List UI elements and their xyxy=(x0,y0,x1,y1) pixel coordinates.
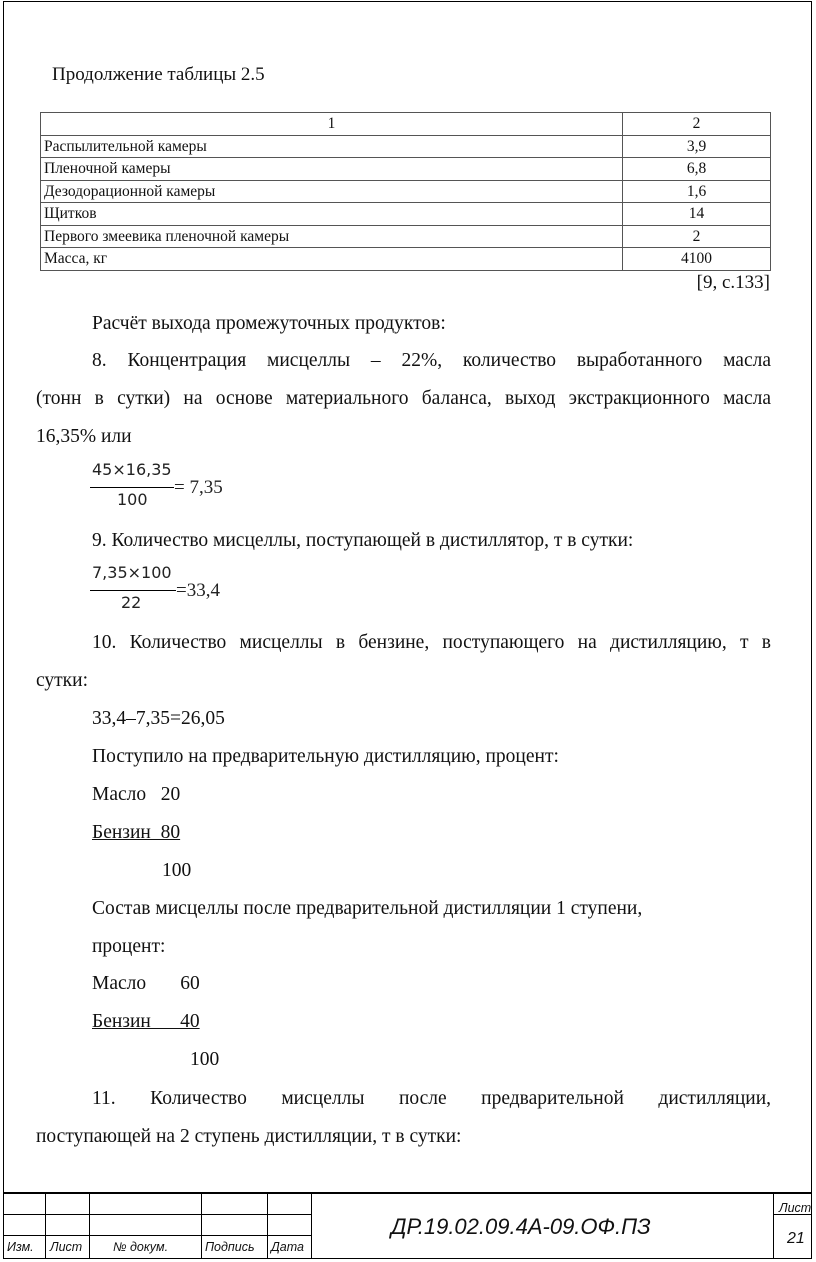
header-cell-2: 2 xyxy=(623,113,771,136)
row-value: 2 xyxy=(623,225,771,248)
formula-2-bar xyxy=(90,590,176,591)
calc-line: 33,4–7,35=26,05 xyxy=(92,708,225,729)
p10-line2: сутки: xyxy=(36,670,88,691)
formula-2-numerator: 7,35×100 xyxy=(92,563,172,582)
row-name: Первого змеевика пленочной камеры xyxy=(41,225,623,248)
formula-1 xyxy=(90,460,250,520)
p11-line2: поступающей на 2 ступень дистилляции, т в сутки: xyxy=(36,1126,462,1147)
p9-text: 9. Количество мисцеллы, поступающей в дистиллятор, т в сутки: xyxy=(92,530,634,551)
formula-2 xyxy=(90,563,250,623)
table-row xyxy=(41,225,771,248)
composition-line2: процент: xyxy=(92,936,166,957)
label-date: Дата xyxy=(271,1240,304,1254)
p8-line2: (тонн в сутки) на основе материального баланса, выход экстракционного масла xyxy=(36,388,771,409)
data-table xyxy=(40,112,771,271)
label-signature: Подпись xyxy=(205,1240,255,1254)
stamp-divider xyxy=(89,1194,90,1259)
stamp-divider xyxy=(201,1194,202,1259)
formula-1-result: = 7,35 xyxy=(174,477,223,498)
row-name: Масса, кг xyxy=(41,248,623,271)
source-reference: [9, с.133] xyxy=(696,272,770,293)
sheet-label: Лист xyxy=(779,1201,812,1215)
stamp-row-line xyxy=(3,1214,311,1215)
prelim-text: Поступило на предварительную дистилляцию, процент: xyxy=(92,746,559,767)
p10-line1: 10. Количество мисцеллы в бензине, поступающего на дистилляцию, т в xyxy=(92,632,771,653)
oil-line-2: Масло 60 xyxy=(92,973,200,994)
table-row xyxy=(41,203,771,226)
row-value: 4100 xyxy=(623,248,771,271)
p8-line1: 8. Концентрация мисцеллы – 22%, количество выработанного масла xyxy=(92,350,771,371)
row-name: Щитков xyxy=(41,203,623,226)
table-row xyxy=(41,180,771,203)
benzin-line-1: Бензин 80 xyxy=(92,822,181,843)
row-value: 3,9 xyxy=(623,135,771,158)
label-doc-number: № докум. xyxy=(113,1240,169,1254)
table-row xyxy=(41,248,771,271)
total-line-1: 100 xyxy=(162,860,192,881)
label-list: Лист xyxy=(50,1240,83,1254)
row-name: Распылительной камеры xyxy=(41,135,623,158)
table-row xyxy=(41,158,771,181)
stamp-divider xyxy=(773,1194,774,1259)
row-value: 1,6 xyxy=(623,180,771,203)
stamp-divider xyxy=(267,1194,268,1259)
row-name: Дезодорационной камеры xyxy=(41,180,623,203)
stamp-divider xyxy=(311,1194,312,1259)
composition-line1: Состав мисцеллы после предварительной дистилляции 1 ступени, xyxy=(92,898,643,919)
header-cell-1: 1 xyxy=(41,113,623,136)
formula-1-denominator: 100 xyxy=(117,490,148,509)
benzin-line-2: Бензин 40 xyxy=(92,1011,200,1032)
formula-1-numerator: 45×16,35 xyxy=(92,460,172,479)
row-name: Пленочной камеры xyxy=(41,158,623,181)
table-row xyxy=(41,135,771,158)
oil-line-1: Масло 20 xyxy=(92,784,181,805)
title-block xyxy=(3,1192,812,1261)
formula-1-bar xyxy=(90,487,174,488)
intro-text: Расчёт выхода промежуточных продуктов: xyxy=(92,313,446,334)
formula-2-denominator: 22 xyxy=(121,593,142,612)
p11-line1: 11. Количество мисцеллы после предварительной дистилляции, xyxy=(92,1088,771,1109)
row-value: 14 xyxy=(623,203,771,226)
p8-line3: 16,35% или xyxy=(36,426,132,447)
formula-2-result: =33,4 xyxy=(176,580,220,601)
row-value: 6,8 xyxy=(623,158,771,181)
table-header-row xyxy=(41,113,771,136)
total-line-2: 100 xyxy=(190,1049,220,1070)
table-caption: Продолжение таблицы 2.5 xyxy=(52,64,265,85)
stamp-row-line xyxy=(3,1235,311,1236)
sheet-number: 21 xyxy=(787,1230,805,1247)
document-code: ДР.19.02.09.4А-09.ОФ.ПЗ xyxy=(391,1214,651,1239)
label-izm: Изм. xyxy=(7,1240,34,1254)
stamp-divider xyxy=(45,1194,46,1259)
